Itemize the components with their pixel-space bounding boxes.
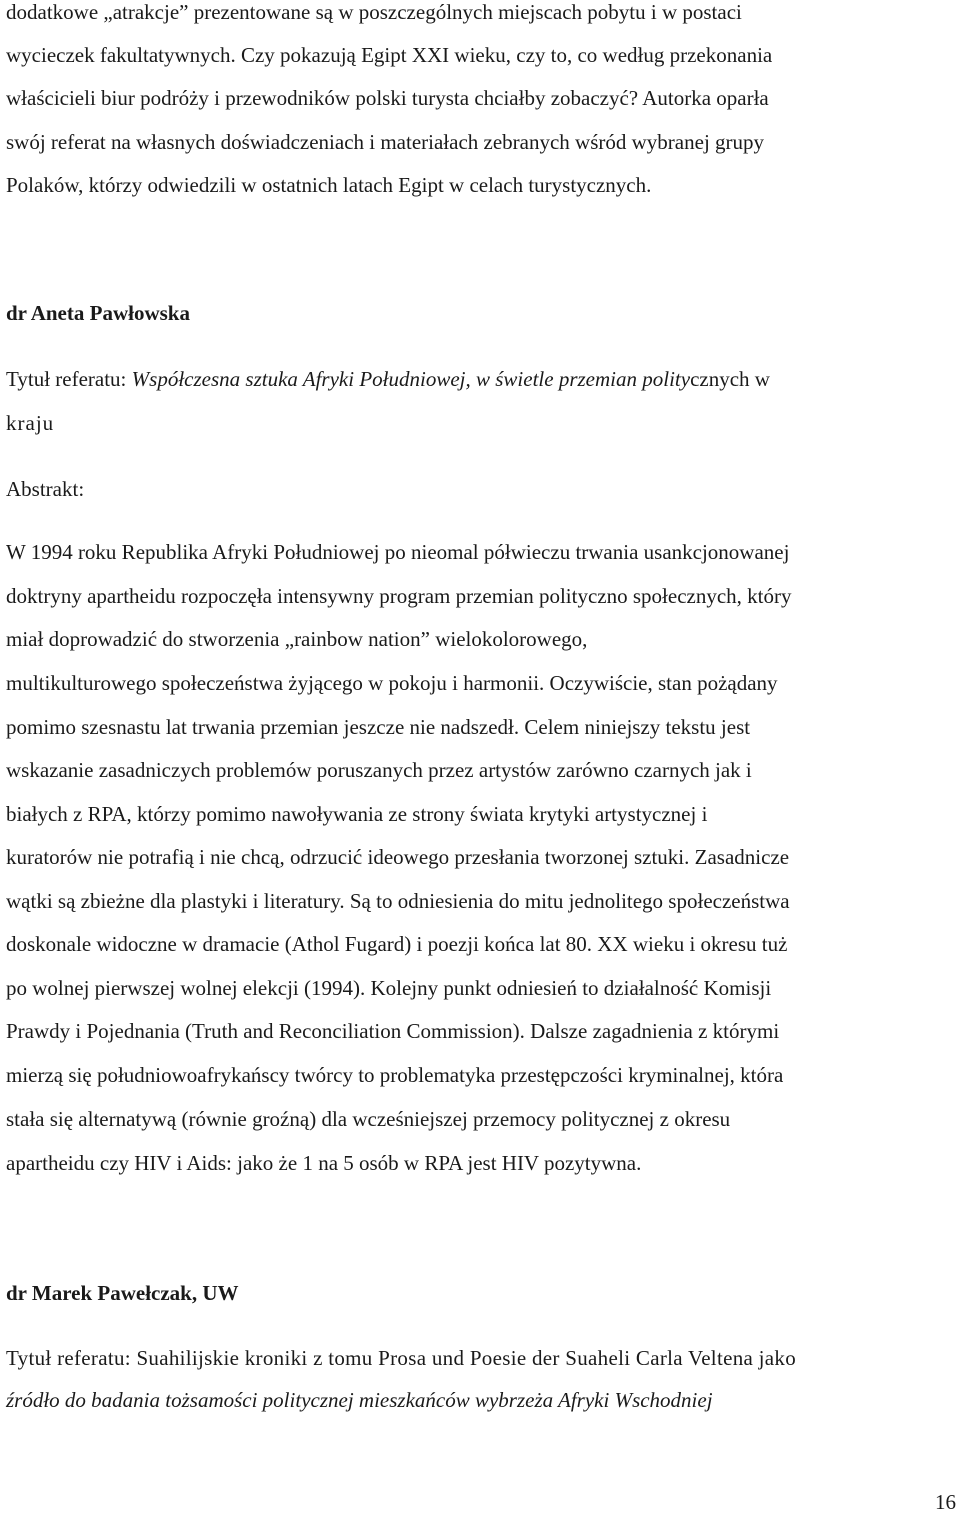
- abstract-line: pomimo szesnastu lat trwania przemian jeszcze nie nadszedł. Celem niniejszy tekstu jest: [6, 715, 751, 739]
- page-number: 16: [935, 1490, 956, 1514]
- intro-line: swój referat na własnych doświadczeniach i materiałach zebranych wśród wybranej grupy: [6, 130, 765, 154]
- abstract-line: multikulturowego społeczeństwa żyjącego w pokoju i harmonii. Oczywiście, stan pożądany: [6, 671, 778, 695]
- abstract-label: Abstrakt:: [6, 477, 85, 501]
- abstract-line: stała się alternatywą (równie groźną) dla wcześniejszej przemocy politycznej z okresu: [6, 1107, 731, 1131]
- section2-title-line2: źródło do badania tożsamości politycznej mieszkańców wybrzeża Afryki Wschodniej: [6, 1388, 713, 1412]
- abstract-line: mierzą się południowoafrykańscy twórcy to problematyka przestępczości kryminalnej, która: [6, 1063, 784, 1087]
- section1-title-prefix: Tytuł referatu:: [6, 367, 132, 391]
- abstract-line: Prawdy i Pojednania (Truth and Reconciliation Commission). Dalsze zagadnienia z którymi: [6, 1019, 780, 1043]
- abstract-line: W 1994 roku Republika Afryki Południowej po nieomal półwieczu trwania usankcjonowanej: [6, 540, 790, 564]
- abstract-line: kuratorów nie potrafią i nie chcą, odrzucić ideowego przesłania tworzonej sztuki. Zasadnicze: [6, 845, 790, 869]
- section2-author: dr Marek Pawełczak, UW: [6, 1281, 239, 1305]
- section1-title-suffix: cznych w: [690, 367, 770, 391]
- abstract-line: doktryny apartheidu rozpoczęła intensywny program przemian polityczno społecznych, który: [6, 584, 792, 608]
- abstract-line: apartheidu czy HIV i Aids: jako że 1 na 5 osób w RPA jest HIV pozytywna.: [6, 1151, 642, 1175]
- abstract-line: po wolnej pierwszej wolnej elekcji (1994). Kolejny punkt odniesień to działalność Komisji: [6, 976, 772, 1000]
- abstract-line: miał doprowadzić do stworzenia „rainbow nation” wielokolorowego,: [6, 627, 588, 651]
- intro-line: Polaków, którzy odwiedzili w ostatnich latach Egipt w celach turystycznych.: [6, 173, 652, 197]
- abstract-line: wskazanie zasadniczych problemów poruszanych przez artystów zarówno czarnych jak i: [6, 758, 752, 782]
- section2-title-line1: Tytuł referatu: Suahilijskie kroniki z tomu Prosa und Poesie der Suaheli Carla Veltena jako: [6, 1346, 797, 1370]
- abstract-line: doskonale widoczne w dramacie (Athol Fugard) i poezji końca lat 80. XX wieku i okresu tuż: [6, 932, 788, 956]
- section1-title-italic: Współczesna sztuka Afryki Południowej, w świetle przemian polity: [131, 367, 691, 391]
- abstract-line: wątki są zbieżne dla plastyki i literatury. Są to odniesienia do mitu jednolitego społeczeństwa: [6, 889, 790, 913]
- section1-title-line2: kraju: [6, 411, 55, 435]
- abstract-line: białych z RPA, którzy pomimo nawoływania ze strony świata krytyki artystycznej i: [6, 802, 708, 826]
- intro-line: wycieczek fakultatywnych. Czy pokazują Egipt XXI wieku, czy to, co według przekonania: [6, 43, 773, 67]
- section1-author: dr Aneta Pawłowska: [6, 301, 190, 325]
- section1-title-line1: [6, 369, 770, 390]
- intro-line: właścicieli biur podróży i przewodników polski turysta chciałby zobaczyć? Autorka oparła: [6, 86, 769, 110]
- intro-line: dodatkowe „atrakcje” prezentowane są w poszczególnych miejscach pobytu i w postaci: [6, 0, 742, 24]
